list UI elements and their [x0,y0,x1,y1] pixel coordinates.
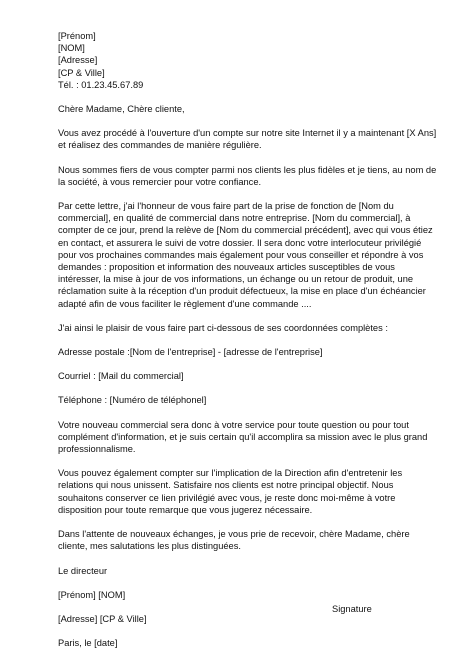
paragraph-new-commercial: Par cette lettre, j'ai l'honneur de vous faire part de la prise de fonction de [Nom du commercial], en qualité de commercial dans notre entreprise. [Nom du commercial], à compter de ce jour, prend la relève de [Nom du commercial précédent], avec qui vous étiez en contact, et assurera le suivi de votre dossier. Il sera donc votre interlocuteur privilégié pour vos prochaines commandes mais également pour vous conseiller et répondre à vos demandes : proposition et information des nouveaux articles susceptibles de vous intéresser, la mise à jour de vos informations, un échange ou un retour de produit, une réclamation suite à la réception d'un produit défectueux, la mise en place d'un échéancier adapté afin de vous faciliter le règlement d'une commande .... [58,201,433,309]
closing-place-date: Paris, le [date] [58,638,118,649]
sender-prenom: [Prénom] [58,31,96,41]
paragraph-contact-intro: J'ai ainsi le plaisir de vous faire part ci-dessous de ses coordonnées complètes : [58,322,388,333]
sender-cp-ville: [CP & Ville] [58,67,105,78]
sender-block [58,30,438,91]
contact-phone: Téléphone : [Numéro de téléphonel] [58,395,207,406]
closing-name: [Prénom] [NOM] [58,589,126,600]
paragraph-direction: Vous pouvez également compter sur l'implication de la Direction afin d'entretenir les relations qui nous unissent. Satisfaire nos clients est notre principal objectif. Nous souhaitons conserver ce lien privilégié avec vous, je reste donc moi-même à votre disposition pour toute remarque que vous jugerez nécessaire. [58,468,403,515]
closing-address: [Adresse] [CP & Ville] [58,613,147,624]
contact-email: Courriel : [Mail du commercial] [58,371,184,382]
closing-title: Le directeur [58,565,108,576]
sender-nom: [NOM] [58,43,85,54]
contact-postal-address: Adresse postale :[Nom de l'entreprise] - [adresse de l'entreprise] [58,347,323,358]
salutation: Chère Madame, Chère cliente, [58,104,185,115]
sender-adresse: [Adresse] [58,55,98,66]
letter-body [58,30,438,649]
signature-label: Signature [332,604,372,614]
paragraph-closing-formula: Dans l'attente de nouveaux échanges, je vous prie de recevoir, chère Madame, chère cliente, mes salutations les plus distinguées. [58,529,410,552]
sender-telephone: Tél. : 01.23.45.67.89 [58,79,144,90]
paragraph-service: Votre nouveau commercial sera donc à votre service pour toute question ou pour tout complément d'information, et je suis certain qu'il accomplira sa mission avec le plus grand professionnalisme. [58,419,428,455]
paragraph-account-opening: Vous avez procédé à l'ouverture d'un compte sur notre site Internet il y a maintenant [X Ans] et réalisez des commandes de manière régulière. [58,128,437,151]
paragraph-thanks: Nous sommes fiers de vous compter parmi nos clients les plus fidèles et je tiens, au nom de la société, à vous remercier pour votre confiance. [58,164,437,187]
